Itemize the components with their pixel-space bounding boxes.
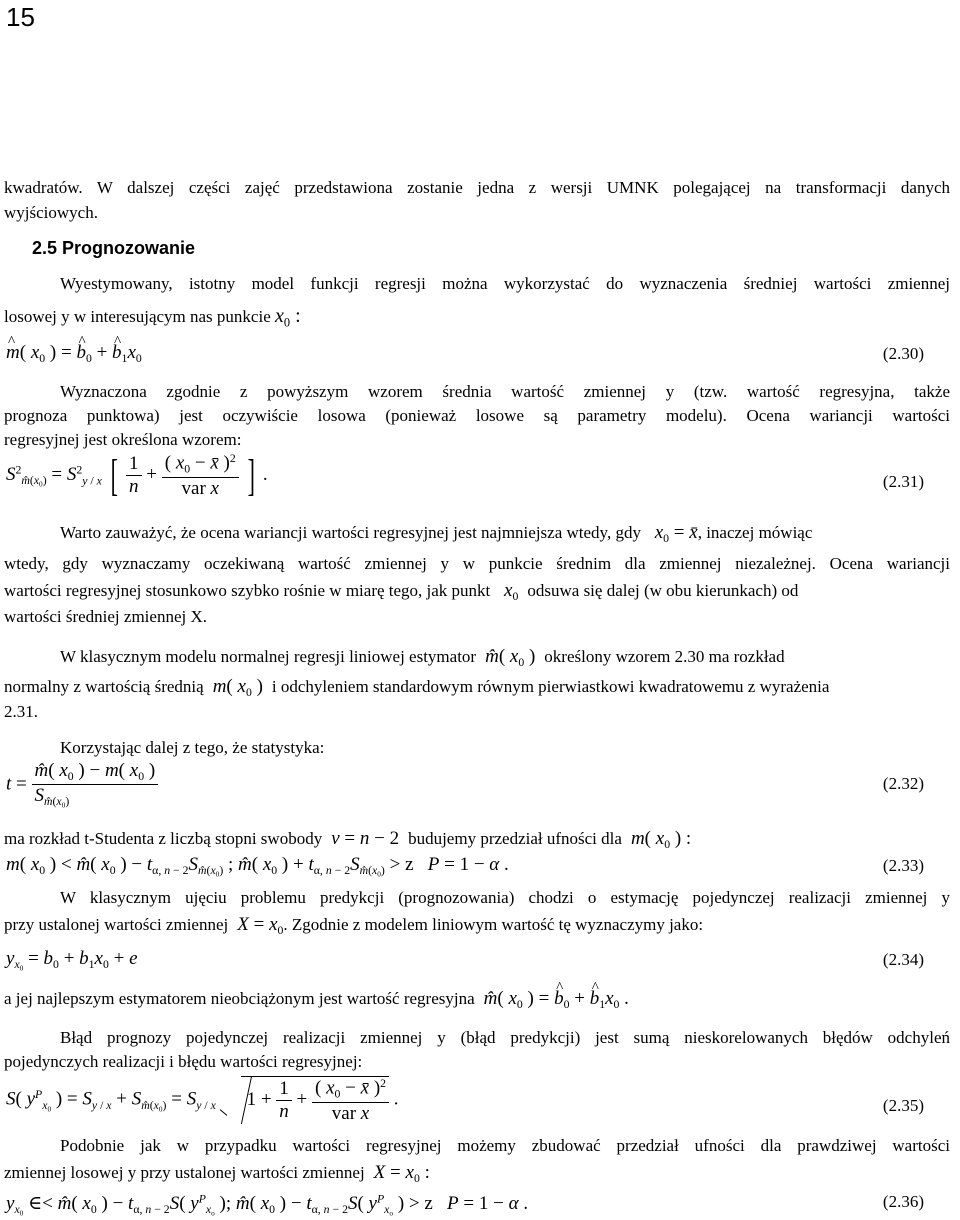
paragraph-line: normalny z wartością średnią m( $x_0$ ) i odchyleniem standardowym równym pierwiastkowi kwadratowemu z wyrażenia — [4, 676, 830, 700]
equation-number: (2.35) — [882, 1096, 924, 1115]
paragraph-line: W klasycznym modelu normalnej regresji liniowej estymator m̂( $x_0$ ) określony wzorem 2.30 ma rozkład — [60, 646, 785, 670]
paragraph-line: wyjściowych. — [4, 203, 98, 222]
paragraph-line: zmiennej losowej y przy ustalonej wartości zmiennej $X = x_0$ : — [4, 1162, 430, 1186]
equation-number: (2.30) — [882, 344, 924, 363]
equation-number: (2.31) — [882, 472, 924, 491]
paragraph-line: Korzystając dalej z tego, że statystyka: — [60, 738, 325, 757]
paragraph-line: pojedynczych realizacji i błędu wartości regresyjnej: — [4, 1052, 363, 1071]
equation-2-32: t = $\frac{m̂( x_0 ) - m( x_0 )}{S_{m̂(x_0)}}$ — [6, 760, 158, 810]
paragraph-line: przy ustalonej wartości zmiennej $X = x_0$. Zgodnie z modelem liniowym wartość tę wyznaczymy jako: — [4, 914, 704, 938]
equation-2-35: S( $y^P_{x_0}$ ) = $S_{y / x} + S_{m̂(x_0)} = S_{y / x}$ 1 + $\frac{1}{n}$ + $\frac{( x_0 - x̄ )^2}{\text{var x}}$ . — [6, 1077, 399, 1124]
equation-2-36: $y_{x_0}$ ∈< m̂( $x_0$ ) − $t_{\alpha, n - 2}S$( $y^P_{x_o}$ ); m̂( $x_0$ ) − $t_{\alpha, n - 2}S$( $y^P_{x_o}$ ) > z P = 1 − α . — [6, 1192, 529, 1218]
equation-number: (2.32) — [882, 774, 924, 793]
paragraph-line: wtedy, gdy wyznaczamy oczekiwaną wartość zmiennej y w punkcie średnim dla zmiennej niezależnej. Ocena wariancji — [4, 554, 950, 573]
paragraph-line: losowej y w interesującym nas punkcie $x_0$ : — [4, 305, 301, 330]
equation-2-30: ^ m( $x_0$ ) = ^ $b_0$ + ^ $b_1x_0$ — [6, 342, 142, 366]
page-number: 15 — [6, 2, 35, 32]
paragraph-line: wartości średniej zmiennej X. — [4, 607, 207, 626]
paragraph-line: prognoza punktowa) jest oczywiście losowa (ponieważ losowe są parametry modelu). Ocena wariancji wartości — [4, 406, 950, 425]
paragraph-line: 2.31. — [4, 702, 38, 721]
equation-number: (2.36) — [882, 1192, 924, 1211]
equation-number: (2.33) — [882, 856, 924, 875]
paragraph-line: ma rozkład t-Studenta z liczbą stopni swobody v = n − 2 budujemy przedział ufności dla m( $x_0$ ) : — [4, 828, 692, 852]
paragraph-line: W klasycznym ujęciu problemu predykcji (prognozowania) chodzi o estymację pojedynczej realizacji zmiennej y — [60, 888, 950, 907]
equation-2-34: $y_{x_0} = b_0 + b_1x_0 + e$ — [6, 948, 138, 973]
paragraph-line: a jej najlepszym estymatorem nieobciążonym jest wartość regresyjna m̂( $x_0$ ) = ^ $b_0$ + ^ $b_1x_0$ . — [4, 988, 950, 1012]
paragraph-line: kwadratów. W dalszej części zajęć przedstawiona zostanie jedna z wersji UMNK polegającej na transformacji danych — [4, 178, 950, 197]
paragraph-line: Podobnie jak w przypadku wartości regresyjnej możemy zbudować przedział ufności dla prawdziwej wartości — [60, 1136, 950, 1155]
equation-2-31: $S^2_{m̂(x_0)} = S^2_{y / x}$ [ $\frac{1}{n}$ + $\frac{( x_0 - x̄ )^2}{\text{var x}}$ ] . — [6, 450, 268, 500]
paragraph-line: Błąd prognozy pojedynczej realizacji zmiennej y (błąd predykcji) jest sumą nieskorelowanych błędów odchyleń — [60, 1028, 950, 1047]
paragraph-line: wartości regresyjnej stosunkowo szybko rośnie w miarę tego, jak punkt $x_0$ odsuwa się dalej (w obu kierunkach) od — [4, 580, 799, 604]
paragraph-line: Wyestymowany, istotny model funkcji regresji można wykorzystać do wyznaczenia średniej wartości zmiennej — [60, 274, 950, 293]
paragraph-line: Wyznaczona zgodnie z powyższym wzorem średnia wartość zmiennej y (tzw. wartość regresyjna, także — [60, 382, 950, 401]
section-heading: 2.5 Prognozowanie — [32, 238, 196, 258]
equation-2-33: m( $x_0$ ) < m̂( $x_0$ ) − $t_{\alpha, n - 2}S_{m̂(x_0)}$ ; m̂( $x_0$ ) + $t_{\alpha, n - 2}S_{m̂(x_0)} > z$ P = 1 − α . — [6, 854, 509, 879]
equation-number: (2.34) — [882, 950, 924, 969]
text-run: losowej y w interesującym nas punkcie — [4, 307, 271, 326]
paragraph-line: regresyjnej jest określona wzorem: — [4, 430, 242, 449]
paragraph-line: Warto zauważyć, że ocena wariancji wartości regresyjnej jest najmniejsza wtedy, gdy $x_0$ = x̄, inaczej mówiąc — [60, 522, 813, 546]
